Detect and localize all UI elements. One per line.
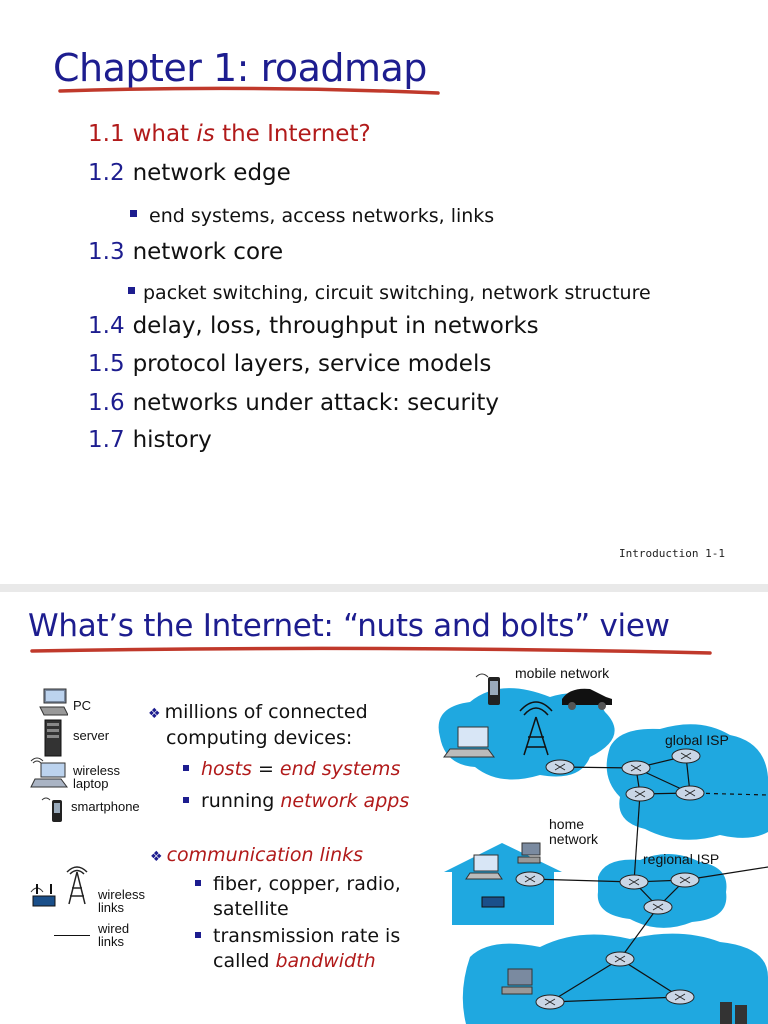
toc-item-1-3[interactable]: 1.3 network core (88, 239, 284, 265)
toc-subitem: end systems, access networks, links (130, 205, 494, 227)
sub-bullet-apps: running network apps (183, 789, 409, 814)
bullet-devices: ❖ millions of connected (148, 701, 368, 723)
toc-item-1-2[interactable]: 1.2 network edge (88, 160, 291, 186)
legend-wireless-links: wireless links (98, 887, 145, 915)
pc-icon (38, 687, 68, 717)
slide-title: Chapter 1: roadmap (53, 46, 427, 90)
slide-title: What’s the Internet: “nuts and bolts” view (28, 608, 670, 644)
diamond-bullet-icon: ❖ (148, 706, 161, 722)
wireless-router-icon (27, 864, 97, 919)
label-home-network: home network (549, 816, 599, 847)
legend-wireless-laptop: wireless laptop (73, 763, 120, 791)
diamond-bullet-icon: ❖ (150, 849, 163, 865)
toc-item-1-7[interactable]: 1.7 history (88, 427, 212, 453)
legend-server: server (73, 728, 110, 743)
sub-bullet-hosts: hosts = end systems (183, 757, 400, 782)
toc-item-1-4[interactable]: 1.4 delay, loss, throughput in networks (88, 313, 539, 339)
toc-item-1-1[interactable]: 1.1 what is the Internet? (88, 121, 371, 147)
sub-bullet-media-cont: satellite (213, 898, 289, 920)
bullet-square (183, 765, 189, 771)
sub-bullet-rate-cont: called bandwidth (213, 950, 376, 972)
bullet-square (128, 287, 135, 294)
toc-subitem: packet switching, circuit switching, network structure (128, 282, 651, 304)
sub-bullet-rate: transmission rate is (195, 924, 400, 949)
toc-item-1-6[interactable]: 1.6 networks under attack: security (88, 390, 500, 416)
bullet-links: ❖ communication links (150, 844, 364, 866)
slide-footer: Introduction 1-1 (619, 547, 725, 560)
home-network-house (444, 843, 562, 925)
toc-item-1-5[interactable]: 1.5 protocol layers, service models (88, 351, 492, 377)
smartphone-icon (38, 794, 68, 824)
legend-smartphone: smartphone (71, 799, 140, 814)
slide-nuts-and-bolts (0, 592, 768, 1024)
wireless-laptop-icon (27, 757, 69, 789)
home-router-icon (482, 897, 504, 907)
label-mobile-network: mobile network (515, 665, 610, 681)
legend-wired-links: wired links (98, 921, 130, 949)
bullet-square (183, 797, 189, 803)
network-diagram (430, 657, 768, 1024)
title-underline (30, 644, 714, 658)
bullet-square (130, 210, 137, 217)
sub-bullet-media: fiber, copper, radio, (195, 872, 401, 897)
bullet-square (195, 880, 201, 886)
bullet-square (195, 932, 201, 938)
wired-link-line (54, 935, 90, 936)
label-global-isp: global ISP (665, 732, 729, 748)
slide-separator (0, 584, 768, 592)
legend-pc: PC (73, 698, 92, 713)
server-icon (42, 719, 64, 757)
label-regional-isp: regional ISP (643, 851, 720, 867)
title-underline (58, 83, 442, 99)
bullet-devices-cont: computing devices: (166, 727, 353, 749)
